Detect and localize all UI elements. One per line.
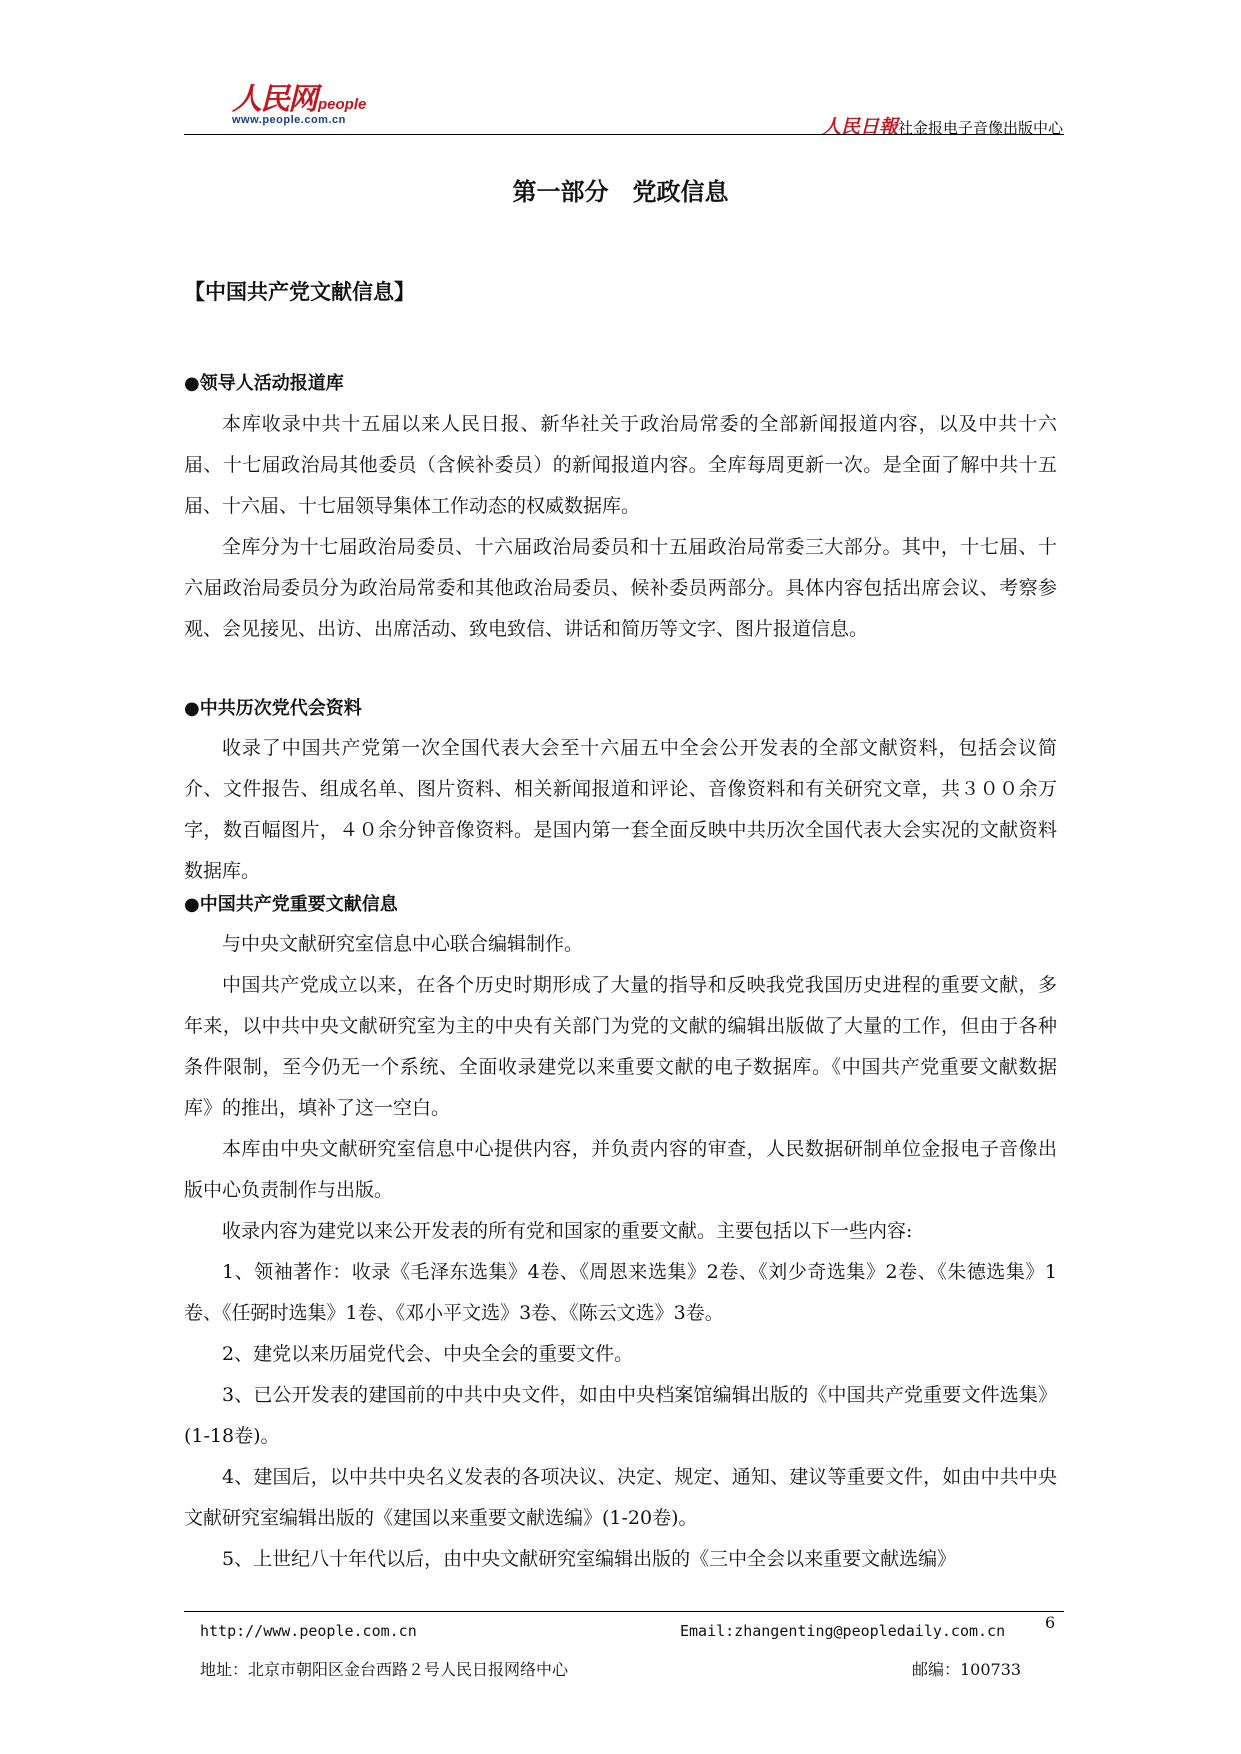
heading-leader-activities: ●领导人活动报道库 xyxy=(184,373,344,394)
publisher-name: 社金报电子音像出版中心 xyxy=(897,119,1063,137)
list-item: 1、领袖著作：收录《毛泽东选集》4卷、《周恩来选集》2卷、《刘少奇选集》2卷、《朱德选集》1卷、《任弼时选集》1卷、《邓小平文选》3卷、《陈云文选》3卷。 xyxy=(184,1261,1057,1324)
list-item: 4、建国后，以中共中央名义发表的各项决议、决定、规定、通知、建议等重要文件，如由中共中央文献研究室编辑出版的《建国以来重要文献选编》(1-20卷)。 xyxy=(184,1466,1057,1529)
page-title: 第一部分 党政信息 xyxy=(512,178,729,206)
important-documents-body xyxy=(184,924,1057,1580)
footer-postcode: 邮编：100733 xyxy=(912,1660,1022,1679)
paragraph: 收录了中国共产党第一次全国代表大会至十六届五中全会公开发表的全部文献资料，包括会议简介、文件报告、组成名单、图片资料、相关新闻报道和评论、音像资料和有关研究文章，共３００余万字，数百幅图片，４０余分钟音像资料。是国内第一套全面反映中共历次全国代表大会实况的文献资料数据库。 xyxy=(184,737,1057,882)
footer-divider xyxy=(184,1611,1064,1612)
footer-email[interactable]: Email:zhangenting@peopledaily.com.cn xyxy=(680,1622,1006,1640)
logo-english-text: people xyxy=(318,96,367,113)
paragraph: 中国共产党成立以来，在各个历史时期形成了大量的指导和反映我党我国历史进程的重要文献，多年来，以中共中央文献研究室为主的中央有关部门为党的文献的编辑出版做了大量的工作，但由于各种条件限制，至今仍无一个系统、全面收录建党以来重要文献的电子数据库。《中国共产党重要文献数据库》的推出，填补了这一空白。 xyxy=(184,974,1057,1119)
people-cn-logo xyxy=(232,74,372,134)
paragraph: 本库收录中共十五届以来人民日报、新华社关于政治局常委的全部新闻报道内容，以及中共十六届、十七届政治局其他委员（含候补委员）的新闻报道内容。全库每周更新一次。是全面了解中共十五届、十六届、十七届领导集体工作动态的权威数据库。 xyxy=(184,413,1057,517)
header-divider xyxy=(184,134,1064,135)
footer-address: 地址：北京市朝阳区金台西路２号人民日报网络中心 xyxy=(200,1660,569,1679)
leader-activities-body xyxy=(184,404,1057,650)
page-number: 6 xyxy=(1045,1613,1056,1632)
section-title: 【中国共产党文献信息】 xyxy=(184,280,415,304)
paragraph: 与中央文献研究室信息中心联合编辑制作。 xyxy=(222,933,584,955)
paragraph: 本库由中央文献研究室信息中心提供内容，并负责内容的审查，人民数据研制单位金报电子音像出版中心负责制作与出版。 xyxy=(184,1138,1057,1201)
peoples-daily-logo: 人民日報 xyxy=(821,116,898,138)
list-item: 2、建党以来历届党代会、中央全会的重要文件。 xyxy=(222,1343,634,1365)
party-congress-body xyxy=(184,728,1057,892)
list-item: 5、上世纪八十年代以后，由中央文献研究室编辑出版的《三中全会以来重要文献选编》 xyxy=(222,1548,957,1570)
paragraph: 全库分为十七届政治局委员、十六届政治局委员和十五届政治局常委三大部分。其中，十七届、十六届政治局委员分为政治局常委和其他政治局委员、候补委员两部分。具体内容包括出席会议、考察参观、会见接见、出访、出席活动、致电致信、讲话和简历等文字、图片报道信息。 xyxy=(184,536,1057,640)
heading-party-congress: ●中共历次党代会资料 xyxy=(184,698,362,719)
list-item: 3、已公开发表的建国前的中共中央文件，如由中央档案馆编辑出版的《中国共产党重要文件选集》(1-18卷)。 xyxy=(184,1384,1057,1447)
logo-chinese-text: 人民网 xyxy=(232,82,316,117)
paragraph: 收录内容为建党以来公开发表的所有党和国家的重要文献。主要包括以下一些内容: xyxy=(222,1220,913,1242)
logo-url-text: www.people.com.cn xyxy=(232,114,346,126)
footer-url[interactable]: http://www.people.com.cn xyxy=(200,1622,417,1640)
heading-important-documents: ●中国共产党重要文献信息 xyxy=(184,894,398,915)
